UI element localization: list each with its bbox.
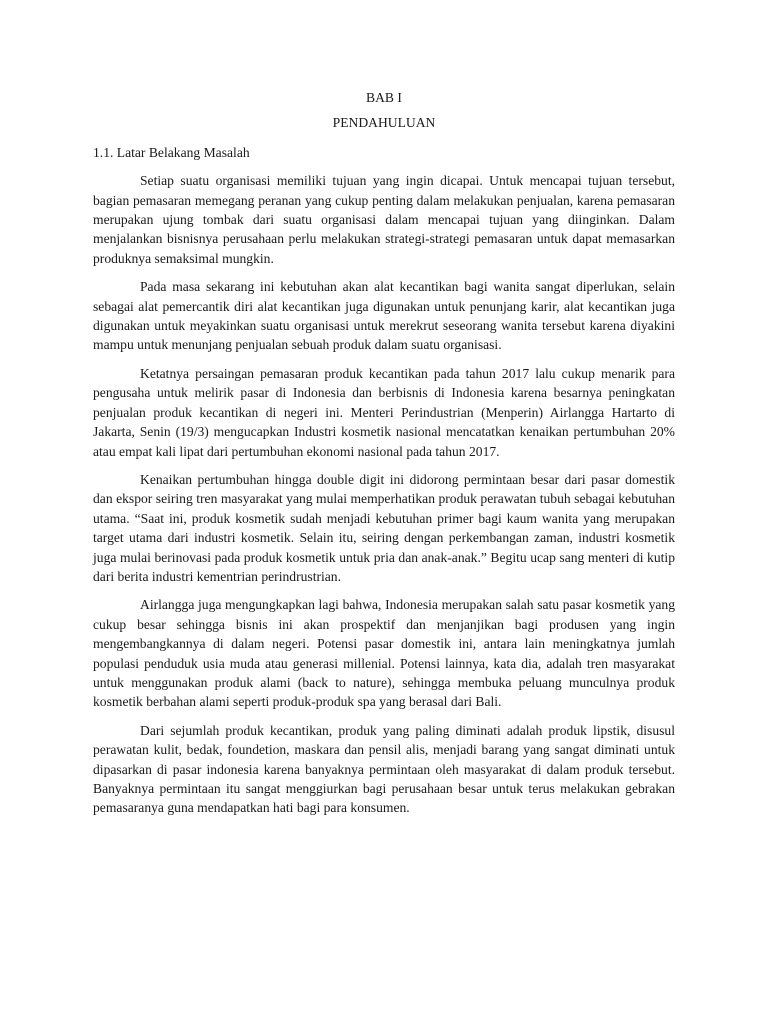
document-page <box>93 88 675 827</box>
chapter-number: BAB I <box>366 90 402 105</box>
paragraph: Setiap suatu organisasi memiliki tujuan yang ingin dicapai. Untuk mencapai tujuan tersebut, bagian pemasaran memegang peranan yang cukup penting dalam melakukan penjualan, karena pemasaran merupakan ujung tombak dari suatu organisasi dalam mencapai tujuan yang diinginkan. Dalam menjalankan bisnisnya perusahaan perlu melakukan strategi-strategi pemasaran untuk dapat memasarkan produknya semaksimal mungkin. <box>93 173 675 266</box>
paragraph: Airlangga juga mengungkapkan lagi bahwa, Indonesia merupakan salah satu pasar kosmetik yang cukup besar sehingga bisnis ini akan prospektif dan menjanjikan bagi produsen yang ingin mengembangkannya di dalam negeri. Potensi pasar domestik ini, antara lain meningkatnya jumlah populasi penduduk usia muda atau generasi millenial. Potensi lainnya, kata dia, adalah tren masyarakat untuk menggunakan produk alami (back to nature), sehingga membuka peluang munculnya produk kosmetik berbahan alami seperti produk-produk spa yang berasal dari Bali. <box>93 597 675 710</box>
paragraph: Kenaikan pertumbuhan hingga double digit ini didorong permintaan besar dari pasar domestik dan ekspor seiring tren masyarakat yang mulai memperhatikan produk perawatan tubuh sebagai kebutuhan utama. “Saat ini, produk kosmetik sudah menjadi kebutuhan primer bagi kaum wanita yang merupakan target utama dari industri kosmetik. Selain itu, seiring dengan perkembangan zaman, industri kosmetik juga mulai berinovasi pada produk kosmetik untuk pria dan anak-anak.” Begitu ucap sang menteri di kutip dari berita industri kementrian perindrustrian. <box>93 471 675 584</box>
section-heading: 1.1. Latar Belakang Masalah <box>93 144 250 160</box>
paragraph: Ketatnya persaingan pemasaran produk kecantikan pada tahun 2017 lalu cukup menarik para pengusaha untuk melirik pasar di Indonesia dan berbisnis di Indonesia karena besarnya peningkatan penjualan produk kecantikan di negeri ini. Menteri Perindustrian (Menperin) Airlangga Hartarto di Jakarta, Senin (19/3) mengucapkan Industri kosmetik nasional mencatatkan kenaikan pertumbuhan 20% atau empat kali lipat dari pertumbuhan ekonomi nasional pada tahun 2017. <box>93 365 675 459</box>
paragraph: Dari sejumlah produk kecantikan, produk yang paling diminati adalah produk lipstik, disusul perawatan kulit, bedak, foundetion, maskara dan pensil alis, menjadi barang yang sangat diminati untuk dipasarkan di pasar indonesia karena banyaknya permintaan oleh masyarakat di dalam produk tersebut. Banyaknya permintaan itu sangat menggiurkan bagi perusahaan besar untuk terus melakukan gebrakan pemasaranya guna mendapatkan hati bagi para konsumen. <box>93 722 675 816</box>
paragraph: Pada masa sekarang ini kebutuhan akan alat kecantikan bagi wanita sangat diperlukan, selain sebagai alat pemercantik diri alat kecantikan juga digunakan untuk penunjang karir, alat kecantikan juga digunakan untuk meyakinkan suatu organisasi untuk merekrut seseorang wanita tersebut karena diyakini mampu untuk menunjang penjualan sebuah produk dalam suatu organisasi. <box>93 279 675 353</box>
chapter-title: PENDAHULUAN <box>332 115 436 131</box>
